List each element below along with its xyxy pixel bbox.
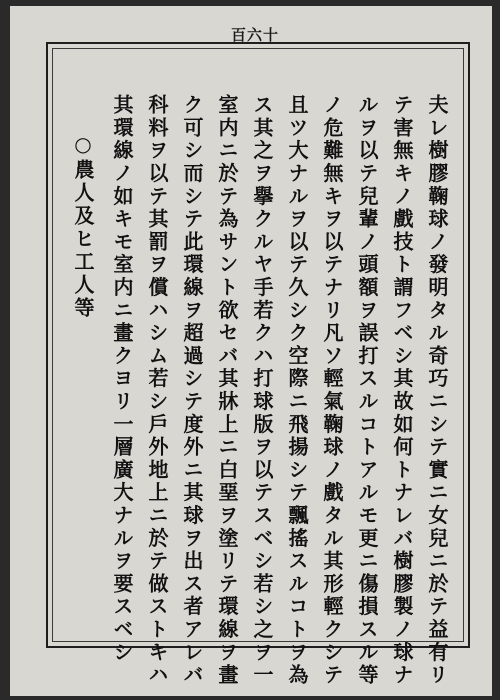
text-column-9: 科料ヲ以テ其罰ヲ償ハシム若シ戶外地上ニ於テ做ストキハ [145,94,169,687]
text-column-8: ク可シ而シテ此環線ヲ超過シテ度外ニ其球ヲ出ス者アレバ [180,94,204,687]
text-column-7: 室内ニ於テ為サント欲セバ其牀上ニ白堊ヲ塗リテ環線ヲ畫 [215,94,239,687]
text-column-6: ス其之ヲ擧クルヤ手若クハ打球版ヲ以テスベシ若シ之ヲ一 [250,94,274,687]
section-heading: ○農人及ヒ工人等 [71,132,95,320]
page-number: 百六十 [230,26,279,44]
text-column-5: 且ツ大ナルヲ以テ久シク空際ニ飛揚シテ飄搖スルコトヲ為 [285,94,309,687]
text-column-3: ルヲ以テ兒輩ノ頭額ヲ誤打スルコトアルモ更ニ傷損スル等 [355,94,379,687]
book-page [10,6,492,696]
text-column-1: 夫レ樹膠鞠球ノ發明タル奇巧ニシテ實ニ女兒ニ於テ益有リ [425,94,449,687]
text-column-2: テ害無キノ戲技ト謂フベシ其故如何トナレバ樹膠製ノ球ナ [390,94,414,687]
text-frame [46,42,470,687]
text-column-10: 其環線ノ如キモ室内ニ畫クヨリ一層廣大ナルヲ要スベシ [110,94,134,664]
text-column-4: ノ危難無キヲ以テナリ凡ソ輕氣鞠球ノ戲タル其形輕クシテ [320,94,344,687]
